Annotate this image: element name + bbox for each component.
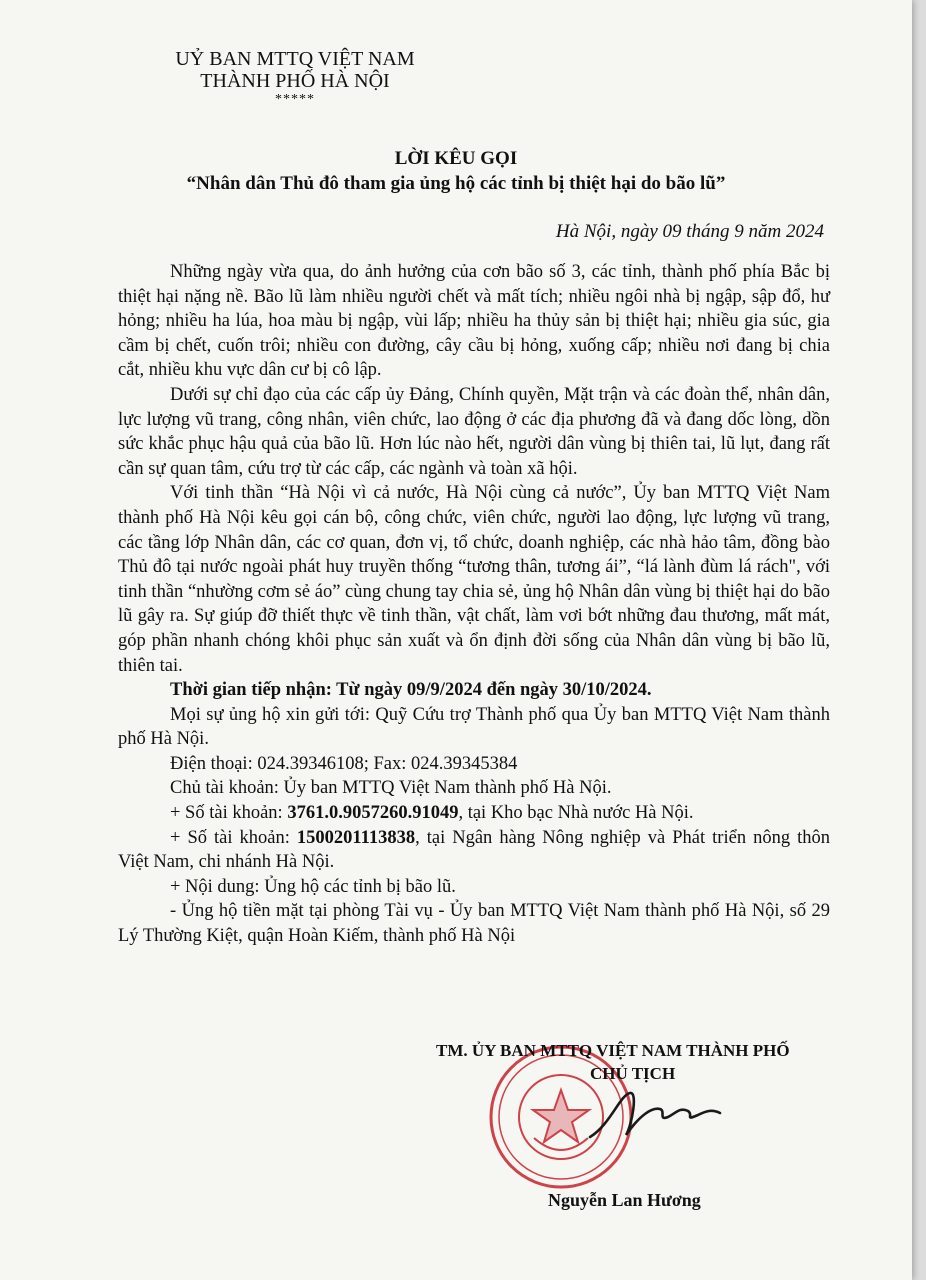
- document-title: [0, 146, 912, 196]
- document-date: Hà Nội, ngày 09 tháng 9 năm 2024: [555, 221, 824, 242]
- account-2-label: + Số tài khoản:: [170, 827, 297, 848]
- org-line-2: THÀNH PHỐ HÀ NỘI: [200, 70, 390, 92]
- signer-name: Nguyễn Lan Hương: [548, 1190, 701, 1210]
- account-1-bank: , tại Kho bạc Nhà nước Hà Nội.: [458, 803, 694, 824]
- cash-donation: - Ủng hộ tiền mặt tại phòng Tài vụ - Ủy ban MTTQ Việt Nam thành phố Hà Nội, số 29 Lý Thường Kiệt, quận Hoàn Kiếm, thành phố Hà Nội: [118, 901, 830, 947]
- title-line-2: “Nhân dân Thủ đô tham gia ủng hộ các tỉnh bị thiệt hại do bão lũ”: [186, 173, 726, 194]
- org-stars: *****: [275, 92, 315, 107]
- donation-content: + Nội dung: Ủng hộ các tỉnh bị bão lũ.: [170, 876, 456, 897]
- paragraph-3: Với tinh thần “Hà Nội vì cả nước, Hà Nội cùng cả nước”, Ủy ban MTTQ Việt Nam thành phố Hà Nội kêu gọi cán bộ, công chức, viên chức, người lao động, lực lượng vũ trang, các tầng lớp Nhân dân, các cơ quan, đơn vị, tổ chức, doanh nghiệp, các nhà hảo tâm, đồng bào Thủ đô tại nước ngoài phát huy truyền thống “tương thân, tương ái”, “lá lành đùm lá rách", với tinh thần “nhường cơm sẻ áo” cùng chung tay chia sẻ, ủng hộ Nhân dân vùng bị thiệt hại do bão lũ gây ra. Sự giúp đỡ thiết thực về tinh thần, vật chất, làm vơi bớt những đau thương, mất mát, góp phần nhanh chóng khôi phục sản xuất và ổn định đời sống của Nhân dân vùng bị bão lũ, thiên tai.: [118, 483, 830, 676]
- account-1-label: + Số tài khoản:: [170, 803, 288, 824]
- account-2: [118, 826, 830, 875]
- phone-fax: Điện thoại: 024.39346108; Fax: 024.39345384: [170, 753, 518, 774]
- document-body: [118, 260, 830, 949]
- org-line-1: UỶ BAN MTTQ VIỆT NAM: [175, 48, 415, 70]
- account-holder: Chủ tài khoản: Ủy ban MTTQ Việt Nam thành phố Hà Nội.: [170, 778, 612, 799]
- account-2-bank: , tại Ngân hàng Nông nghiệp và Phát triển nông thôn Việt Nam, chi nhánh Hà Nội.: [118, 827, 830, 873]
- handwritten-signature: [580, 1085, 730, 1145]
- issuing-organization: [150, 48, 440, 108]
- account-2-number: 1500201113838: [296, 827, 416, 848]
- account-1-number: 3761.0.9057260.91049: [287, 803, 459, 824]
- paragraph-1: Những ngày vừa qua, do ảnh hưởng của cơn bão số 3, các tỉnh, thành phố phía Bắc bị thiệt hại nặng nề. Bão lũ làm nhiều người chết và mất tích; nhiều ngôi nhà bị ngập, sập đổ, hư hỏng; nhiều ha lúa, hoa màu bị ngập, vùi lấp; nhiều ha thủy sản bị thiệt hại; nhiều gia súc, gia cầm bị chết, cuốn trôi; nhiều con đường, cây cầu bị hỏng, xuống cấp; nhiều nơi đang bị chia cắt, nhiều khu vực dân cư bị cô lập.: [118, 262, 830, 381]
- account-1: [118, 801, 830, 826]
- send-to: Mọi sự ủng hộ xin gửi tới: Quỹ Cứu trợ Thành phố qua Ủy ban MTTQ Việt Nam thành phố Hà Nội.: [118, 704, 830, 750]
- signature-title: CHỦ TỊCH: [590, 1064, 676, 1083]
- title-line-1: LỜI KÊU GỌI: [394, 148, 518, 169]
- receiving-period: Thời gian tiếp nhận: Từ ngày 09/9/2024 đến ngày 30/10/2024.: [170, 680, 652, 701]
- signature-organization: TM. ỦY BAN MTTQ VIỆT NAM THÀNH PHỐ: [436, 1041, 790, 1060]
- paragraph-2: Dưới sự chỉ đạo của các cấp ủy Đảng, Chính quyền, Mặt trận và các đoàn thể, nhân dân, lực lượng vũ trang, công nhân, viên chức, lao động ở các địa phương đã và đang dốc lòng, dồn sức khắc phục hậu quả của bão lũ. Hơn lúc nào hết, người dân vùng bị thiên tai, lũ lụt, đang rất cần sự quan tâm, cứu trợ từ các cấp, các ngành và toàn xã hội.: [118, 384, 830, 479]
